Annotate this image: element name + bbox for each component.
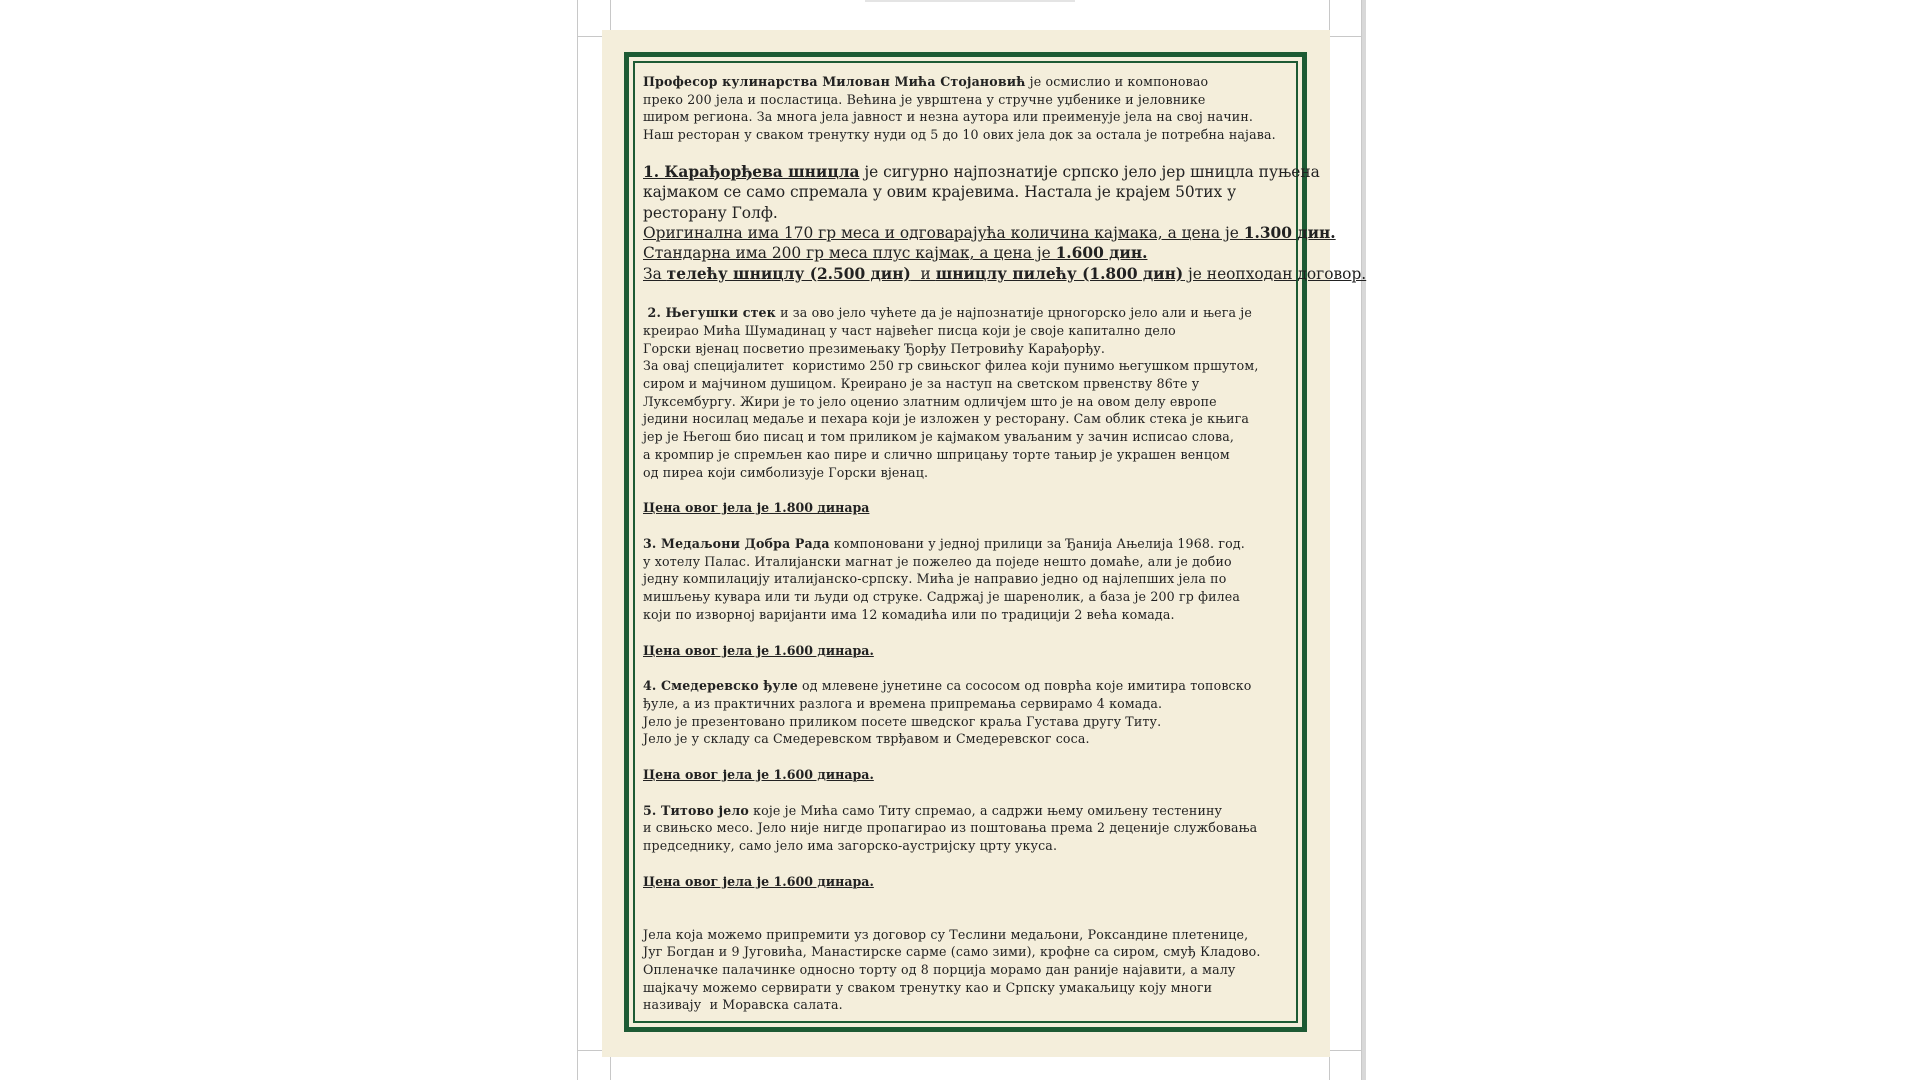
item-titovo-jelo: 5. Титово јело које је Мића само Титу спремао, а садржи њему омиљену тестенину и свињско месо. Јело није нигде пропагирао из поштовања према 2 деценије службовања председнику, само јело има загорско-аустријску црту укуса. Цена овог јела је 1.600 динара. — [643, 802, 1303, 891]
item-title: 5. Титово јело — [643, 802, 749, 818]
price-original: 1.300 дин. — [1243, 224, 1336, 243]
item-title: 3. Медаљони Добра Рада — [643, 535, 830, 551]
item-karadjordjeva: 1. Карађорђева шницла је сигурно најпознатије српско јело јер шницла пуњена кајмаком се само спремала у овим крајевима. Настала је крајем 50тих у ресторану Голф. Оригинална има 170 гр меса и одговарајућа количина кајмака, а цена је 1.300 дин. Стандарна има 200 гр меса плус кајмак, а цена је 1.600 дин. За телећу шницлу (2.500 дин) и шницлу пилећу (1.800 дин) је неопходан договор. — [643, 162, 1367, 283]
item-smederevsko-djule: 4. Смедеревско ђуле од млевене јунетине са сососом од поврћа које имитира топовско ђуле, а из практичних разлога и времена припремања сервирамо 4 комада. Јело је презентовано приликом посете шведског краља Густава другу Титу. Јело је у складу са Смедеревском тврђавом и Смедеревског соса. Цена овог јела је 1.600 динара. — [643, 677, 1303, 784]
price-chicken: шницлу пилећу (1.800 дин) — [935, 264, 1184, 283]
author-name: Професор кулинарства Милован Мића Стојановић — [643, 74, 1026, 89]
price-veal: телећу шницлу (2.500 дин) — [666, 264, 911, 283]
item-price: Цена овог јела је 1.600 динара. — [643, 642, 874, 658]
previous-page-edge — [865, 0, 1075, 2]
item-title: 1. Карађорђева шницла — [643, 162, 860, 181]
margin-guide — [1329, 36, 1361, 37]
margin-guide — [1329, 1050, 1361, 1051]
item-njegushki-stek: 2. Његушки стек и за ово јело чућете да је најпознатије црногорско јело али и њега је креирао Мића Шумадинац у част највећег писца који је своје капитално дело Горски вјенац посветио презимењаку Ђорђу Петровићу Карађорђу. За овај специјалитет користимо 250 гр свињског филеа који пунимо његушком пршутом, сиром и мајчином душицом. Креирано је за наступ на светском првенству 86те у Луксембургу. Жири је то јело оценио златним одличјем што је на овом делу европе једини носилац медаље и пехара који је изложен у ресторану. Сам облик стека је књига јер је Његош био писац и том приликом је кајмаком уваљаним у зачин исписао слова, а кромпир је спремљен као пире и слично шприцању торте тањир је украшен венцом од пиреа који симболизује Горски вјенац. Цена овог јела је 1.800 динара — [643, 304, 1303, 517]
item-medaljoni: 3. Медаљони Добра Рада компоновани у једној прилици за Ђанија Ањелија 1968. год. у хотелу Палас. Италијански магнат је пожелео да поједе нешто домаће, али је добио једну компилацију италијанско-српску. Мића је направио једно од најлепших јела по мишљењу кувара или ти људи од струке. Садржај је шаренолик, а база је 200 гр филеа који по изворној варијанти има 12 комадића или по традицији 2 већа комада. Цена овог јела је 1.600 динара. — [643, 535, 1303, 659]
item-price: Цена овог јела је 1.600 динара. — [643, 873, 874, 889]
margin-guide — [577, 0, 578, 1080]
item-title: 2. Његушки стек — [643, 305, 776, 321]
intro-paragraph: Професор кулинарства Милован Мића Стојановић је осмислио и компоновао преко 200 јела и посластица. Већина је уврштена у стручне уџбенике и јеловнике широм региона. За многа јела јавност и незна аутора или преименује јела на свој начин. Наш ресторан у сваком тренутку нуди од 5 до 10 ових јела док за остала је потребна најава. — [643, 74, 1276, 143]
item-price: Цена овог јела је 1.800 динара — [643, 500, 870, 516]
menu-content — [643, 73, 1367, 1014]
item-title: 4. Смедеревско ђуле — [643, 678, 798, 694]
document-scroll-edge[interactable] — [1362, 0, 1366, 1080]
price-standard: 1.600 дин. — [1055, 244, 1148, 263]
item-price: Цена овог јела је 1.600 динара. — [643, 767, 874, 783]
outro-paragraph: Јела која можемо припремити уз договор су Теслини медаљони, Роксандине плетенице, Југ Богдан и 9 Југовића, Манастирске сарме (само зими), крофне са сиром, смуђ Кладово. Опленачке палачинке односно торту од 8 порција морамо дан раније најавити, а малу шајкачу можемо сервирати у сваком тренутку као и Српску умакаљицу коју многи називају и Моравска салата. — [643, 926, 1261, 1013]
